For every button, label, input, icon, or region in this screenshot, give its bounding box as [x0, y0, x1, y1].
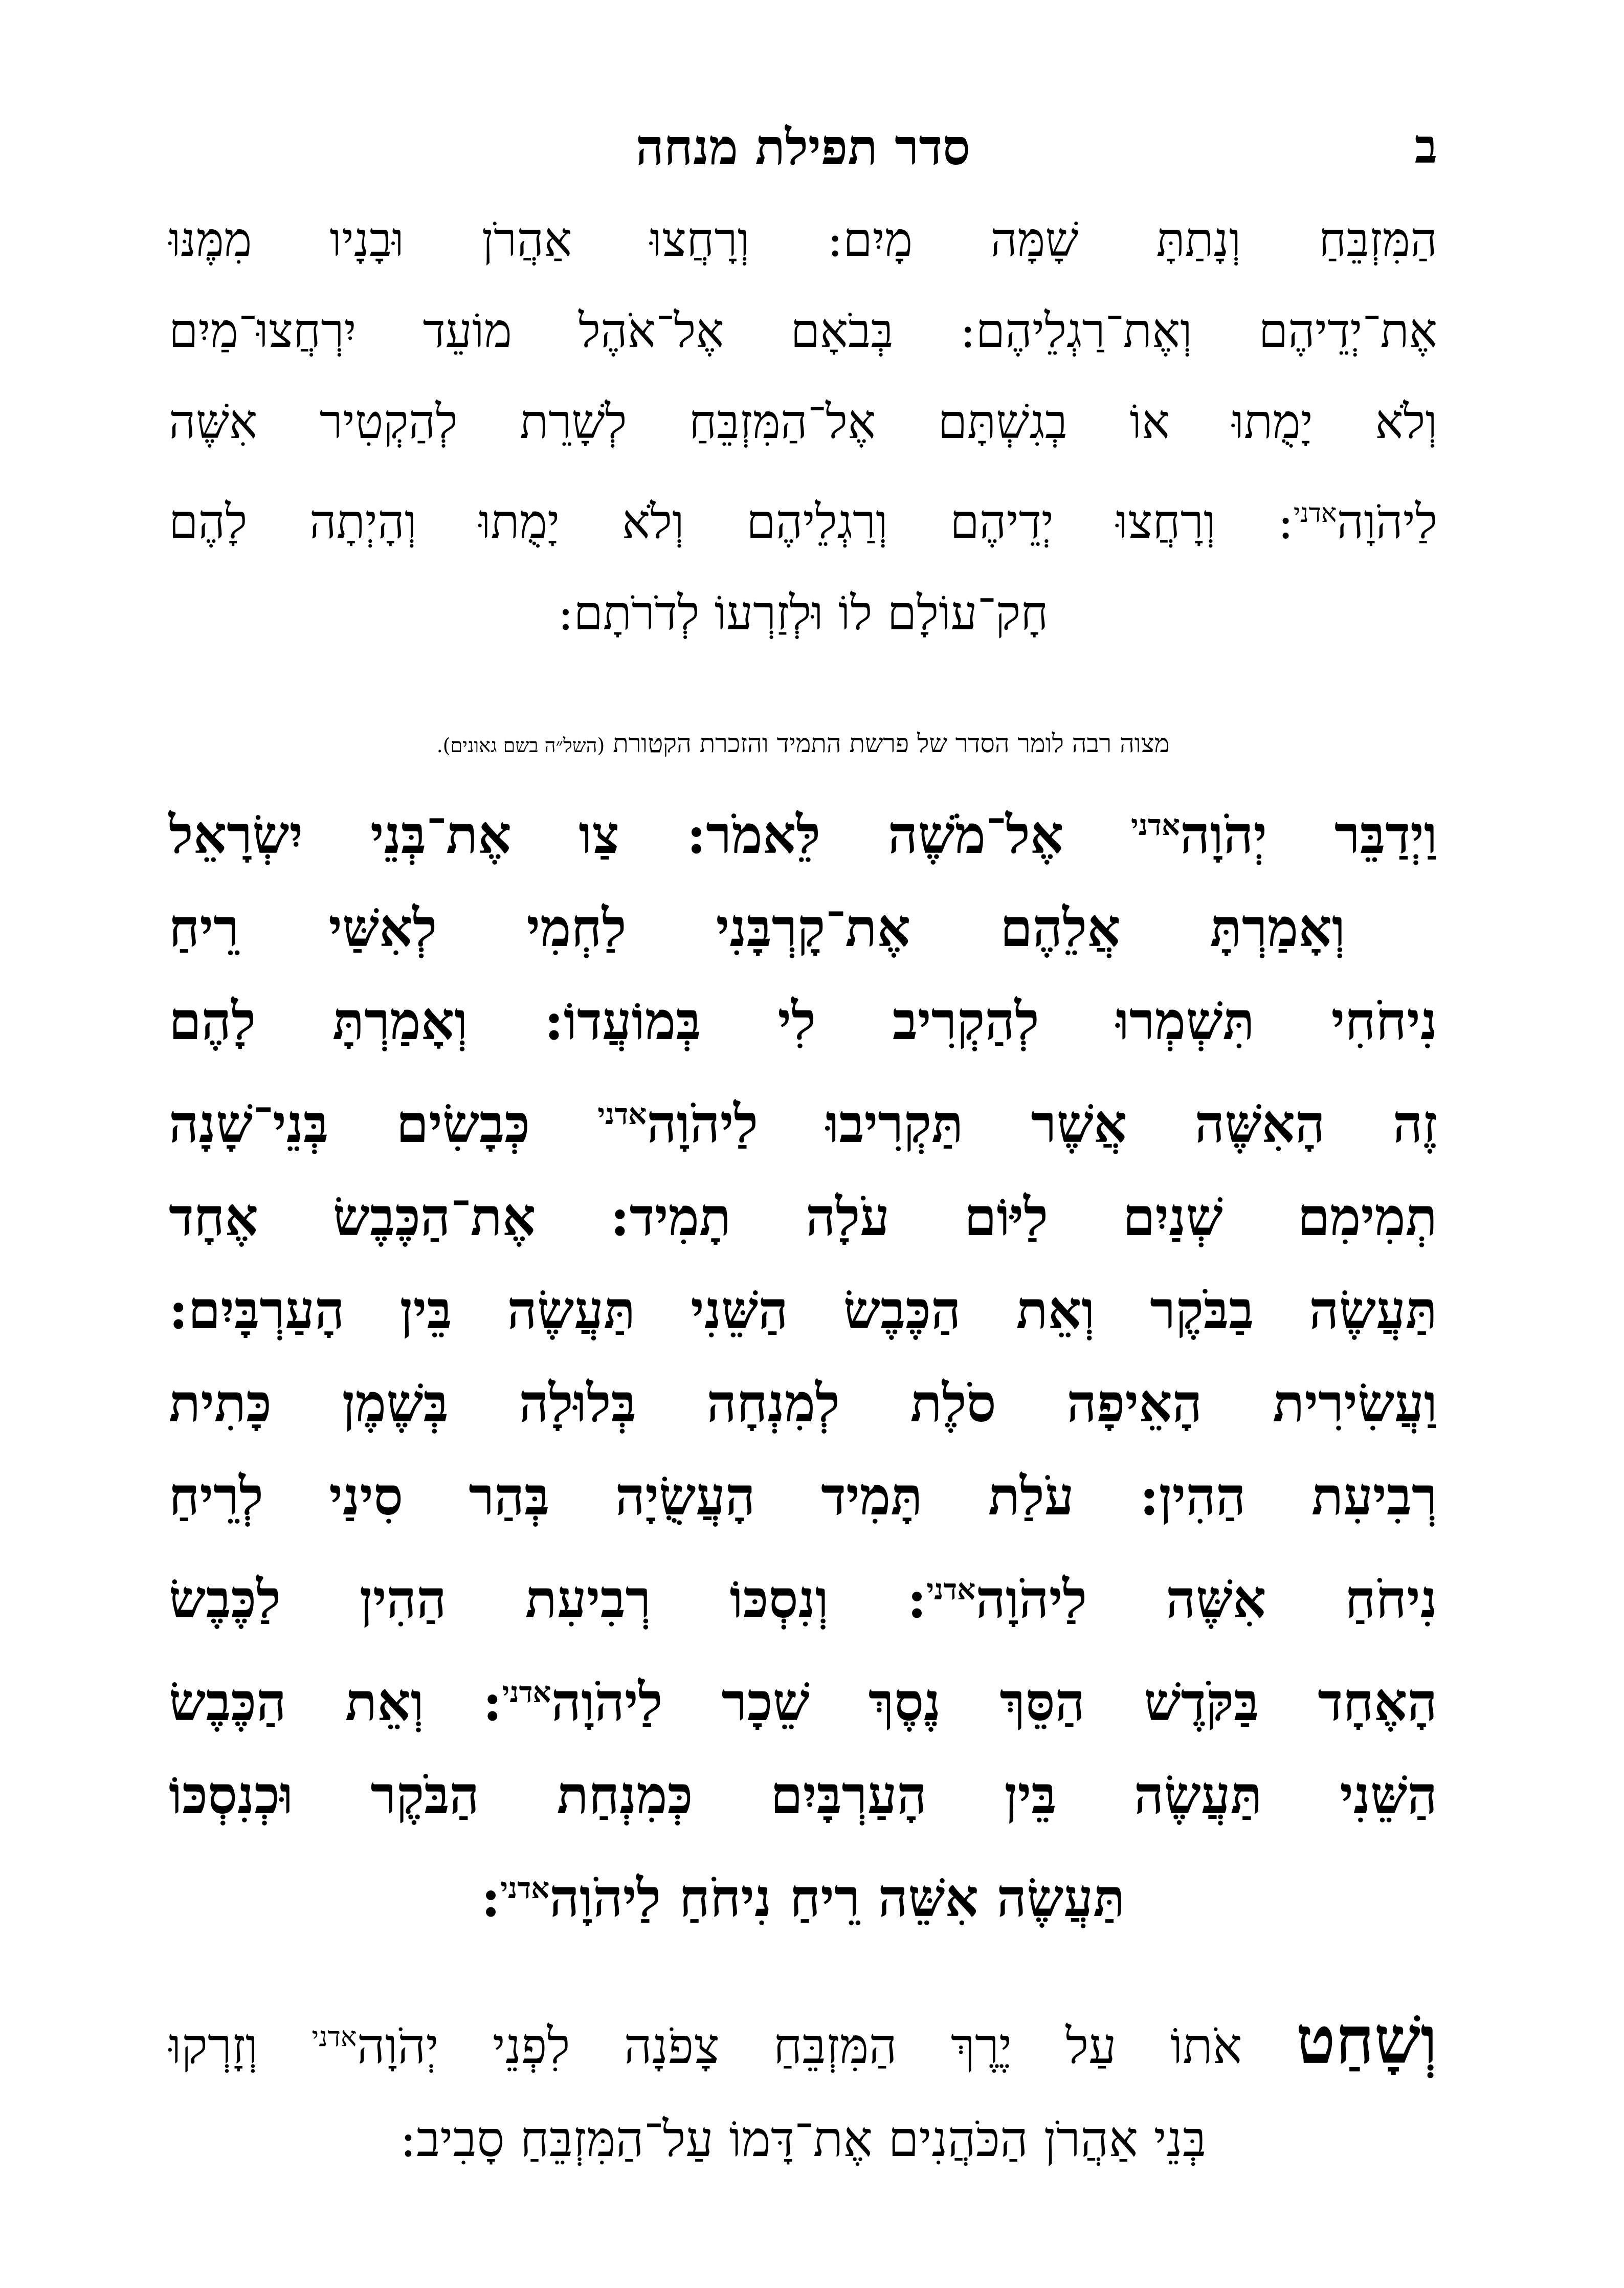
text-line: לַיהֹוָה$^{אדני}$: וְרָחֲצוּ יְדֵיהֶם וְרַגְלֵיהֶם וְלֹא יָמֻתוּ וְהָיְתָה לָהֶם	[169, 494, 1437, 549]
instruction-note	[169, 720, 1437, 768]
text-line: נִיחֹחַ אִשֶּׁה לַיהֹוָה$^{אדני}$: וְנִסְכּוֹ רְבִיעִת הַהִין לַכֶּבֶשׂ	[169, 1568, 1437, 1630]
text-line: רְבִיעִת הַהִין: עֹלַת תָּמִיד הָעֲשֻׂיָה בְּהַר סִינַי לְרֵיחַ	[169, 1465, 1437, 1527]
lead-word: וְשָׁחַט	[1296, 2001, 1438, 2079]
text-line: הַמִּזְבֵּחַ וְנָתַתָּ שָׁמָּה מָיִם: וְרָחֲצוּ אַהֲרֹן וּבָנָיו מִמֶּנּוּ	[169, 212, 1437, 267]
text-line: אֹתוֹ עַל יֶרֶךְ הַמִּזְבֵּחַ צָפֹנָה לִפְנֵי יְהֹוָה$^{אדני}$ וְזָרְקוּ	[169, 2017, 1242, 2075]
text-line: הָאֶחָד בַּקֹּדֶשׁ הַסֵּךְ נֶסֶךְ שֵׁכָר לַיהֹוָה$^{אדני}$: וְאֵת הַכֶּבֶשׂ	[169, 1671, 1437, 1733]
instruction-text: מצוה רבה לומר הסדר של פרשת התמיד והזכרת הקטורת	[613, 728, 1170, 758]
text-line: וַעֲשִׂירִית הָאֵיפָה סֹלֶת לְמִנְחָה בְּלוּלָה בְּשֶׁמֶן כָּתִית	[169, 1372, 1437, 1434]
text-line: בְּנֵי אַהֲרֹן הַכֹּהֲנִים אֶת־דָּמוֹ עַל־הַמִּזְבֵּחַ סָבִיב:	[399, 2110, 1207, 2168]
text-line: תְמִימִם שְׁנַיִם לַיּוֹם עֹלָה תָמִיד: אֶת־הַכֶּבֶשׂ אֶחָד	[169, 1186, 1437, 1248]
text-line: וַיְדַבֵּר יְהֹוָה$^{אדני}$ אֶל־מֹשֶׁה לֵּאמֹר: צַו אֶת־בְּנֵי יִשְׂרָאֵל	[169, 804, 1438, 866]
text-line: תַּעֲשֶׂה בַבֹּקֶר וְאֵת הַכֶּבֶשׂ הַשֵּׁנִי תַּעֲשֶׂה בֵּין הָעַרְבָּיִם:	[169, 1279, 1437, 1341]
text-line: וְאָמַרְתָּ אֲלֵהֶם אֶת־קָרְבָּנִי לַחְמִי לְאִשַּׁי רֵיחַ	[169, 897, 1345, 959]
prayer-book-page	[169, 87, 1437, 2215]
page-header	[169, 87, 1437, 189]
text-line-with-lead	[169, 1991, 1437, 2093]
running-title: סדר תפילת מנחה	[635, 118, 971, 176]
text-line: נִיחֹחִי תִּשְׁמְרוּ לְהַקְרִיב לִי בְּמוֹעֲדוֹ: וְאָמַרְתָּ לָהֶם	[169, 990, 1437, 1052]
page-number: ב	[1414, 119, 1437, 174]
text-line: חָק־עוֹלָם לוֹ וּלְזַרְעוֹ לְדֹרֹתָם:	[558, 585, 1049, 641]
text-line: תַּעֲשֶׂה אִשֵּׁה רֵיחַ נִיחֹחַ לַיהֹוָה$^{אדני}$:	[481, 1867, 1125, 1929]
paragraph-washing-laver	[169, 194, 1437, 659]
text-line: הַשֵּׁנִי תַּעֲשֶׂה בֵּין הָעַרְבָּיִם כְּמִנְחַת הַבֹּקֶר וּכְנִסְכּוֹ	[169, 1764, 1437, 1826]
text-line: וְלֹא יָמֻתוּ אוֹ בְגִשְׁתָּם אֶל־הַמִּזְבֵּחַ לְשָׁרֵת לְהַקְטִיר אִשֶּׁה	[169, 394, 1437, 449]
paragraph-tamid-offering	[169, 779, 1437, 1945]
instruction-source: (השל״ה בשם גאונים).	[436, 734, 605, 757]
text-line: אֶת־יְדֵיהֶם וְאֶת־רַגְלֵיהֶם: בְּבֹאָם אֶל־אֹהֶל מוֹעֵד יִרְחֲצוּ־מַיִם	[169, 303, 1437, 358]
paragraph-slaughter	[169, 1991, 1437, 2186]
text-line: זֶה הָאִשֶּׁה אֲשֶׁר תַּקְרִיבוּ לַיהֹוָה$^{אדני}$ כְּבָשִׂים בְּנֵי־שָׁנָה	[169, 1093, 1437, 1155]
